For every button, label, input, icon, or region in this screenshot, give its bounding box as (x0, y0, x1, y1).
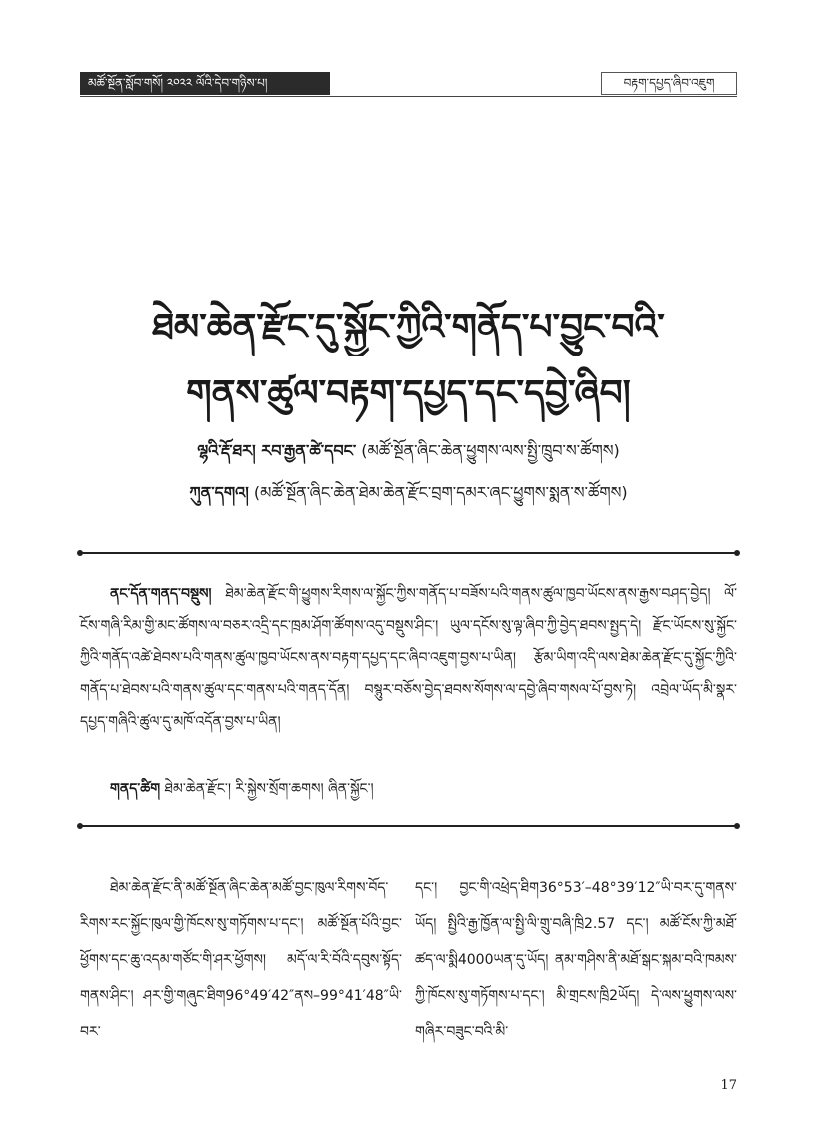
top-divider (80, 552, 737, 554)
keywords-label: གནད་ཚིག (110, 781, 161, 797)
author-affiliation-1: (མཚོ་སྔོན་ཞིང་ཆེན་ཕྱུགས་ལས་སྤྱི་ཁྲུབ་ས་ཚོགས) (361, 441, 620, 460)
author-line-1 (80, 437, 737, 465)
bottom-divider (80, 825, 737, 827)
author-line-2 (80, 479, 737, 507)
page-number: 17 (720, 1078, 737, 1093)
title-line-1: ཐེམ་ཆེན་རྫོང་དུ་སྐྱོང་ཀྱིའི་གནོད་པ་བྱུང་བའི་ (152, 307, 665, 348)
abstract (80, 578, 737, 738)
header-rule (80, 96, 737, 97)
keywords-text: ཐེམ་ཆེན་རྫོང་། རི་སྐྱེས་སྲོག་ཆགས། ཞིན་སྐྱོང་། (164, 781, 374, 797)
abstract-text: ཐེམ་ཆེན་རྫོང་གི་ཕྱུགས་རིགས་ལ་སྐྱོང་ཀྱིས་གནོད་པ་བཟོས་པའི་གནས་ཚུལ་ཁྱབ་ཡོངས་ནས་རྒྱས་བཤད་བྱེད། ལོ་ངོས་གཞི་རིམ་གྱི་མང་ཚོགས་ལ་བཅར་འདྲི་དང་ཁྲམ་ཤོག་ཚོགས་འདུ་བསྡུས་ཤིང་། ཡུལ་དངོས་སུ་ལྟ་ཞིབ་ཀྱི་བྱེད་ཐབས་སྤྱད་དེ། རྫོང་ཡོངས་སུ་སྐྱོང་ཀྱིའི་གནོད་འཚེ་ཐེབས་པའི་གནས་ཚུལ་ཁྱབ་ཡོངས་ནས་བརྟག་དཔྱད་དང་ཞིབ་འཇུག་བྱས་པ་ཡིན། རྩོམ་ཡིག་འདི་ལས་ཐེམ་ཆེན་རྫོང་དུ་སྐྱོང་ཀྱིའི་གནོད་པ་ཐེབས་པའི་གནས་ཚུལ་དང་གནས་པའི་གནད་དོན། བསྙུར་བཅོས་བྱེད་ཐབས་སོགས་ལ་དབྱེ་ཞིབ་གསལ་པོ་བྱས་ཏེ། འབྲེལ་ཡོད་མི་སྣར་དཔྱད་གཞིའི་ཚུལ་དུ་མཁོ་འདོན་བྱས་པ་ཡིན། (80, 586, 738, 730)
section-header: བརྟག་དཔྱད་ཞིབ་འཇུག (601, 72, 737, 95)
body-column-right: དང་། བྱང་གི་འཕྲེད་ཐིག36°53′–48°39′12″ཡི་བར་དུ་གནས་ཡོད། སྤྱིའི་རྒྱ་ཁྱོན་ལ་སྤྱི་ལི་གྲུ་བཞི་ཁྲི2.57 དང་། མཚོ་ངོས་ཀྱི་མཐོ་ཚད་ལ་སྨི4000ཡན་དུ་ཡོད། ནམ་གཤིས་ནི་མཐོ་སྒང་སྐམ་བའི་ཁམས་ཀྱི་ཁོངས་སུ་གཏོགས་པ་དང་། མི་གྲངས་ཁྲི2ཡོད། དེ་ལས་ཕྱུགས་ལས་གཞིར་བཟུང་བའི་མི་ (415, 880, 737, 1040)
author-names-1: ལྷའི་རྡོ་ཐར། རབ་རྒྱན་ཚེ་དབང་ (197, 441, 357, 460)
title-line-2: གནས་ཚུལ་བརྟག་དཔྱད་དང་དབྱེ་ཞིབ། (186, 373, 631, 414)
body-column-left: ཐེམ་ཆེན་རྫོང་ནི་མཚོ་སྔོན་ཞིང་ཆེན་མཚོ་བྱང་ཁུལ་རིགས་བོད་རིགས་རང་སྐྱོང་ཁུལ་གྱི་ཁོངས་སུ་གཏོགས་པ་དང་། མཚོ་སྔོན་པོའི་བྱང་ཕྱོགས་དང་ཆུ་འདམ་གཙོང་གི་ཤར་ཕྱོགས། མདོ་ལ་རི་བོའི་དབུས་སྟོད་གནས་ཤིང་། ཤར་གྱི་གཞུང་ཐིག96°49′42″ནས–99°41′48″ཡི་བར་ (80, 880, 402, 1040)
abstract-label: ནང་དོན་གནད་བསྡུས། (110, 586, 212, 602)
author-names-2: ཀུན་དགའ། (189, 483, 249, 502)
journal-header: མཚོ་སྔོན་སློབ་གསོ། ༢༠༢༢ ལོའི་དེབ་གཉིས་པ། (80, 72, 330, 95)
keywords (80, 773, 737, 805)
author-affiliation-2: (མཚོ་སྔོན་ཞིང་ཆེན་ཐེམ་ཆེན་རྫོང་བྲག་དམར་ཞང་ཕྱུགས་སྨན་ས་ཚོགས) (253, 483, 628, 502)
